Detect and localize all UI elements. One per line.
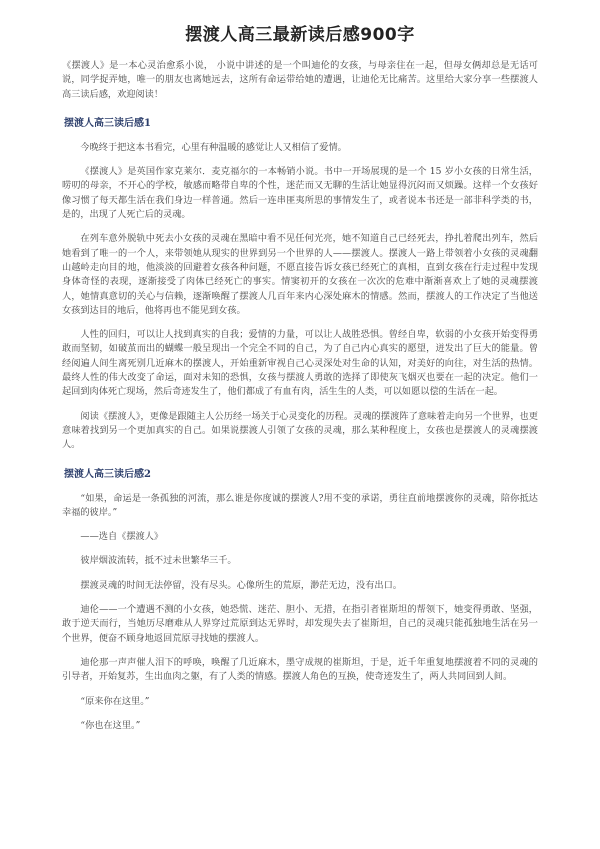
section2-dialogue-2: “你也在这里。” [80, 719, 141, 731]
section1-paragraph-5: 阅读《摆渡人》，更像是跟随主人公历经一场关于心灵变化的历程。灵魂的摆渡阵了意味着走向另一个世界，也更意味着找到另一个更加真实的自己。如果说摆渡人引领了女孩的灵魂，那么某种程度上，女孩也是摆渡人的灵魂摆渡人。 [62, 410, 538, 451]
section2-quote-source: ——选自《摆渡人》 [80, 531, 164, 543]
section1-paragraph-2: 《摆渡人》是英国作家克莱尔．麦克福尔的一本畅销小说。书中一开场展现的是一个 15 岁小女孩的日常生活，唠叨的母亲，不开心的学校，敏感而略带自卑的个性，迷茫而又无聊的生活让她显得沉闷而又烦躁。这样一个女孩好像习惯了每天都生活在我们身边一样普通。然后一连串匪夷所思的事情发生了，或者说本书还是一部非科学类的书，是的，出现了人死亡后的灵魂。 [62, 166, 538, 221]
section2-paragraph-3: 迪伦——一个遭遇不测的小女孩，她恐慌、迷茫、胆小、无措，在指引者崔斯坦的帮领下，她变得勇敢、坚强，敢于逆天而行，当她历尽磨难从人界穿过荒原到达无界时，却发现失去了崔斯坦，自己的灵魂只能孤独地生活在另一个世界，便奋不顾身地返回荒原寻找她的摆渡人。 [62, 604, 538, 644]
section2-paragraph-2: 摆渡灵魂的时间无法停留，没有尽头。心像所生的荒原，渺茫无边，没有出口。 [80, 579, 402, 591]
section2-paragraph-1: 彼岸烟波流转，抵不过未世繁华三千。 [80, 555, 237, 567]
section-heading-2: 摆渡人高三读后感2 [64, 468, 151, 480]
intro-paragraph: 《摆渡人》是一本心灵治愈系小说， 小说中讲述的是一个叫迪伦的女孩，与母亲住在一起，但母女俩却总是无话可说，同学捉弄她，唯一的朋友也离她远去，这所有命运带给她的遭遇，让迪伦无比痛苦。这里给大家分享一些摆渡人高三读后感，欢迎阅读！ [62, 60, 538, 100]
page-title: 摆渡人高三最新读后感900字 [185, 25, 415, 45]
section1-paragraph-1: 今晚终于把这本书看完，心里有种温暖的感觉让人又相信了爱情。 [80, 141, 347, 153]
section2-quote: “如果，命运是一条孤独的河流，那么谁是你度诚的摆渡人?用不变的承诺，勇往直前地摆渡你的灵魂，陪你抵达幸福的彼岸。” [62, 492, 538, 518]
section1-paragraph-4: 人性的回归，可以让人找到真实的自我；爱情的力量，可以让人战胜恐惧。曾经自卑，软弱的小女孩开始变得勇敢而坚韧，如破茧而出的蝴蝶一般呈现出一个完全不同的自己，为了自己内心真实的愿望，迸发出了巨大的能量。曾经阅遍人间生离死别几近麻木的摆渡人，开始重新审视自己心灵深处对生命的认知，对美好的向往，对生活的热情。最终人性的伟大改变了命运，面对未知的恐惧，女孩与摆渡人勇敢的选择了即使灰飞烟灭也要在一起的决定。他们一起回到肉体死亡现场，然后奇迹发生了，他们都成了有血有肉，活生生的人类，可以如愿以偿的生活在一起。 [62, 329, 538, 398]
section1-paragraph-3: 在列车意外脱轨中死去小女孩的灵魂在黑暗中看不见任何光亮，她不知道自己已经死去，挣扎着爬出列车，然后她看到了唯一的一个人，来带领她从现实的世界到另一个世界的人——摆渡人。摆渡人一路上带领着小女孩的灵魂翻山越岭走向目的地，他淡淡的回避着女孩各种问题，不愿直接告诉女孩已经死亡的真相，直到女孩在行走过程中发现身体奇怪的表现，逐渐接受了肉体已经死亡的事实。情窦初开的女孩在一次次的危难中渐渐喜欢上了她的灵魂摆渡人，她情真意切的关心与信赖，逐渐唤醒了摆渡人几百年来内心深处麻木的情感。然而，摆渡人的工作决定了当他送女孩到达目的地后，他将再也不能见到女孩。 [62, 233, 538, 316]
section2-dialogue-1: “原来你在这里。” [80, 695, 150, 707]
section-heading-1: 摆渡人高三读后感1 [64, 117, 151, 129]
section2-paragraph-4: 迪伦那一声声催人泪下的呼唤，唤醒了几近麻木，墨守成规的崔斯坦，于是，近千年重复地摆渡着不同的灵魂的引导者，开始复苏，生出血肉之躯，有了人类的情感。摆渡人角色的互换，使奇迹发生了，两人共同回到人间。 [62, 656, 538, 683]
